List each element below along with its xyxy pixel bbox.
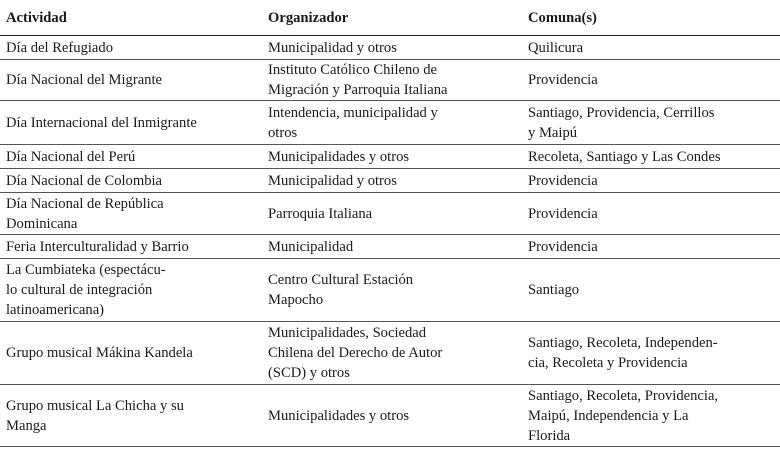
table-row [0, 169, 780, 193]
cell-comunas [522, 385, 780, 447]
cell-line: Día Nacional de República [6, 195, 164, 212]
cell-line: Maipú, Independencia y La [528, 407, 689, 424]
cell-comunas [522, 36, 780, 60]
cell-comunas [522, 101, 780, 145]
cell-line: Día Nacional del Perú [6, 148, 136, 165]
header-row [0, 0, 780, 36]
cell-line: otros [268, 124, 298, 141]
header-actividad: Actividad [0, 0, 262, 36]
cell-line: Grupo musical La Chicha y su [6, 397, 184, 414]
cell-comunas [522, 193, 780, 235]
cell-organizador [262, 101, 522, 145]
table-body [0, 36, 780, 447]
cell-line: Municipalidades y otros [268, 148, 410, 165]
cell-line: Día Internacional del Inmigrante [6, 114, 197, 131]
cell-actividad [0, 169, 262, 193]
cell-line: Santiago, Recoleta, Providencia, [528, 387, 719, 404]
cell-line: Migración y Parroquia Italiana [268, 82, 448, 98]
cell-line: Chilena del Derecho de Autor [268, 345, 443, 361]
cell-line: Municipalidad y otros [268, 172, 397, 189]
cell-line: cia, Recoleta y Providencia [528, 355, 688, 371]
cell-line: Municipalidades, Sociedad [268, 325, 427, 341]
cell-line: Centro Cultural Estación [268, 272, 414, 288]
table-row [0, 235, 780, 259]
table-row [0, 193, 780, 235]
table-row [0, 101, 780, 145]
cell-organizador [262, 193, 522, 235]
cell-line: latinoamericana) [6, 302, 105, 318]
cell-organizador [262, 322, 522, 385]
table-row [0, 385, 780, 447]
cell-line: Florida [528, 427, 571, 444]
cell-line: La Cumbiateka (espectácu- [6, 262, 166, 278]
cell-line: Providencia [528, 72, 598, 88]
cell-line: Dominicana [6, 215, 78, 232]
cell-line: Recoleta, Santiago y Las Condes [528, 148, 721, 165]
table-row [0, 145, 780, 169]
cell-actividad [0, 36, 262, 60]
cell-organizador [262, 60, 522, 101]
cell-line: Día Nacional de Colombia [6, 172, 163, 189]
cell-organizador [262, 235, 522, 259]
cell-line: Providencia [528, 205, 598, 222]
table-row [0, 60, 780, 101]
cell-line: Municipalidad y otros [268, 39, 397, 56]
table-row [0, 36, 780, 60]
cell-line: Parroquia Italiana [268, 205, 373, 222]
cell-line: Feria Interculturalidad y Barrio [6, 238, 189, 255]
cell-line: Santiago [528, 282, 580, 298]
cell-line: Santiago, Recoleta, Independen- [528, 335, 718, 351]
cell-actividad [0, 193, 262, 235]
cell-line: Grupo musical Mákina Kandela [6, 345, 193, 361]
cell-line: Intendencia, municipalidad y [268, 104, 438, 121]
cell-line: Día del Refugiado [6, 39, 113, 56]
cell-actividad [0, 235, 262, 259]
cell-comunas [522, 169, 780, 193]
cell-line: Providencia [528, 238, 598, 255]
header-organizador: Organizador [262, 0, 522, 36]
cell-line: Municipalidad [268, 238, 354, 255]
cell-line: Manga [6, 417, 47, 434]
cell-organizador [262, 259, 522, 322]
cell-line: y Maipú [528, 124, 578, 141]
table-row [0, 259, 780, 322]
cell-actividad [0, 60, 262, 101]
cell-comunas [522, 145, 780, 169]
cell-comunas [522, 235, 780, 259]
header-comunas: Comuna(s) [522, 0, 780, 36]
cell-organizador [262, 385, 522, 447]
table-row [0, 322, 780, 385]
cell-comunas [522, 322, 780, 385]
cell-actividad [0, 145, 262, 169]
cell-line: Municipalidades y otros [268, 407, 410, 424]
cell-line: Santiago, Providencia, Cerrillos [528, 104, 715, 121]
cell-line: Quilicura [528, 39, 584, 56]
cell-actividad [0, 259, 262, 322]
cell-line: (SCD) y otros [268, 365, 350, 381]
cell-organizador [262, 145, 522, 169]
cell-comunas [522, 259, 780, 322]
cell-line: Día Nacional del Migrante [6, 72, 163, 88]
cell-actividad [0, 322, 262, 385]
cell-comunas [522, 60, 780, 101]
cell-line: Providencia [528, 172, 598, 189]
cell-line: Instituto Católico Chileno de [268, 62, 438, 78]
cell-line: Mapocho [268, 292, 324, 308]
cell-actividad [0, 101, 262, 145]
cell-actividad [0, 385, 262, 447]
cell-line: lo cultural de integración [6, 282, 153, 298]
cell-organizador [262, 169, 522, 193]
cell-organizador [262, 36, 522, 60]
